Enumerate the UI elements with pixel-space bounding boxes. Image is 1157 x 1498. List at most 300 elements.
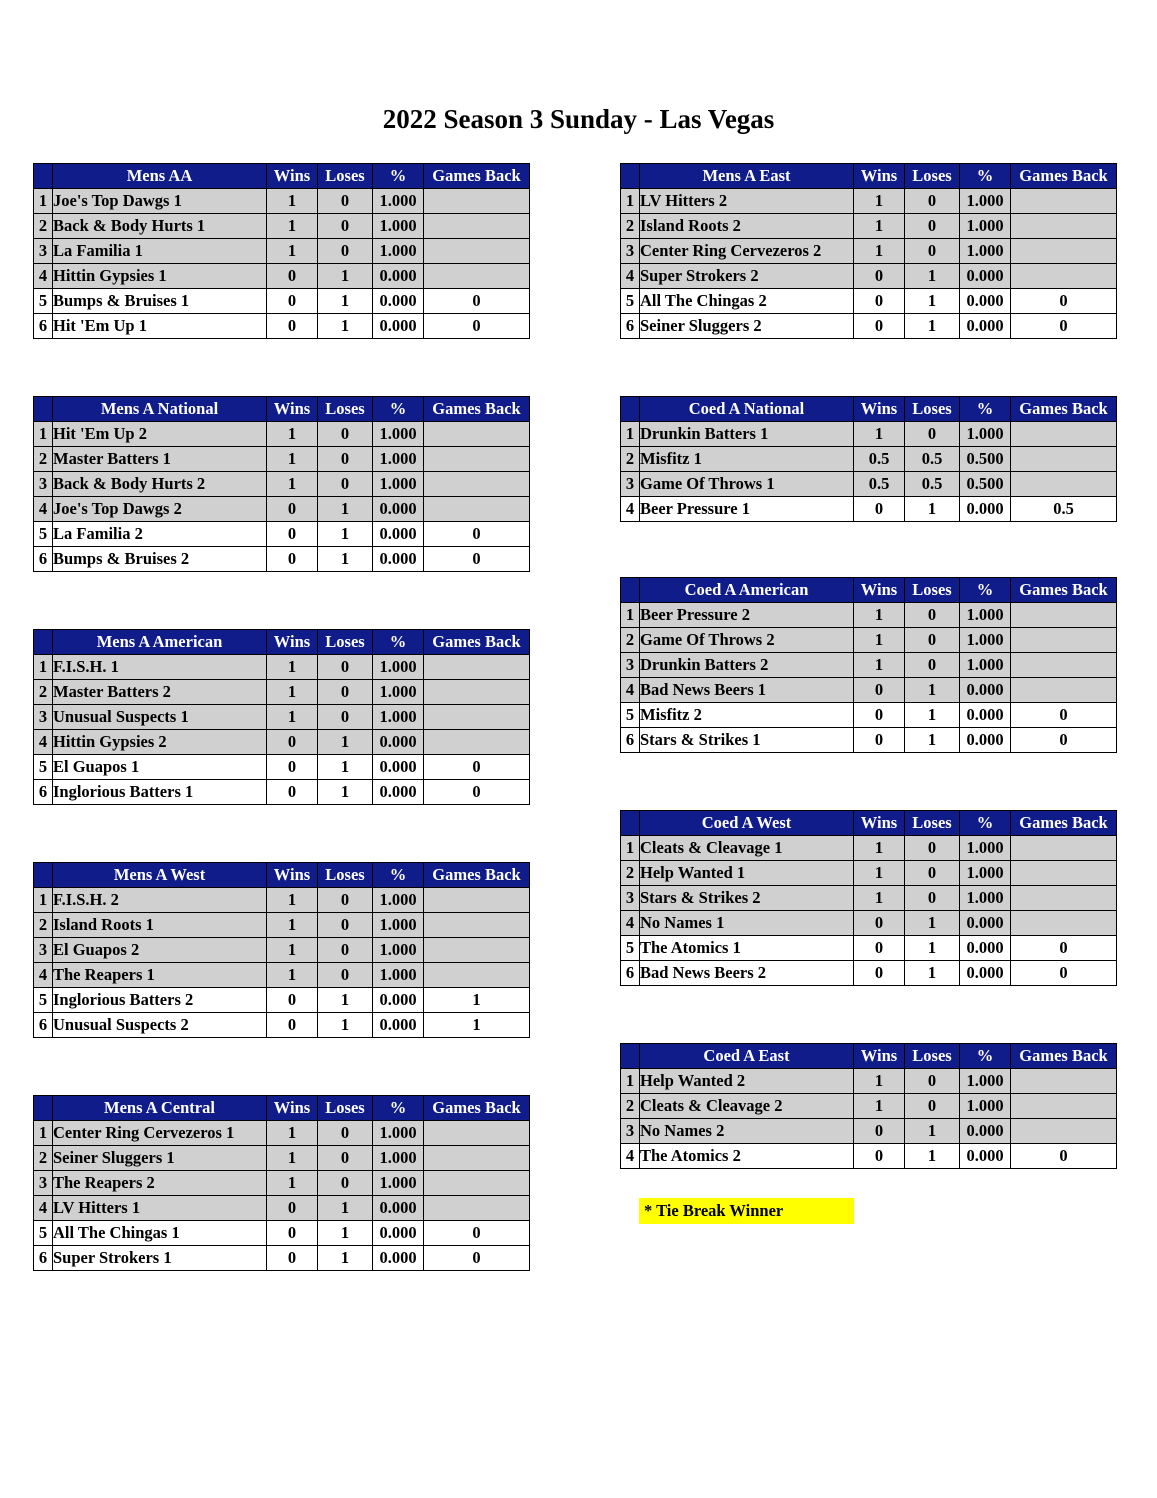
rank-cell: 3 <box>34 239 53 264</box>
pct-cell: 0.000 <box>373 730 424 755</box>
pct-header: % <box>373 863 424 888</box>
games-back-cell <box>424 214 530 239</box>
team-name-cell: Island Roots 1 <box>53 913 267 938</box>
wins-cell: 0 <box>267 289 318 314</box>
rank-header <box>621 164 640 189</box>
wins-header: Wins <box>267 863 318 888</box>
loses-cell: 0 <box>318 422 373 447</box>
team-name-cell: The Atomics 1 <box>640 936 854 961</box>
table-row <box>621 289 1117 314</box>
table-row <box>621 836 1117 861</box>
wins-cell: 0 <box>267 522 318 547</box>
loses-cell: 1 <box>905 1119 960 1144</box>
games-back-cell <box>424 1171 530 1196</box>
table-row <box>34 472 530 497</box>
wins-cell: 0 <box>267 1221 318 1246</box>
wins-cell: 1 <box>854 214 905 239</box>
pct-cell: 1.000 <box>373 1121 424 1146</box>
rank-cell: 1 <box>621 189 640 214</box>
games-back-cell <box>1011 653 1117 678</box>
games-back-cell <box>424 1196 530 1221</box>
loses-header: Loses <box>318 630 373 655</box>
table-row <box>34 988 530 1013</box>
rank-cell: 4 <box>621 1144 640 1169</box>
games-back-cell: 0 <box>424 547 530 572</box>
table-row <box>34 214 530 239</box>
team-name-cell: Stars & Strikes 1 <box>640 728 854 753</box>
games-back-cell <box>424 913 530 938</box>
loses-cell: 1 <box>318 289 373 314</box>
loses-header: Loses <box>905 578 960 603</box>
games-back-cell <box>424 1121 530 1146</box>
wins-cell: 1 <box>854 189 905 214</box>
pct-cell: 1.000 <box>960 189 1011 214</box>
team-name-cell: Seiner Sluggers 2 <box>640 314 854 339</box>
wins-cell: 0 <box>267 1246 318 1271</box>
team-name-cell: Bad News Beers 2 <box>640 961 854 986</box>
wins-cell: 0.5 <box>854 447 905 472</box>
wins-cell: 1 <box>267 913 318 938</box>
wins-cell: 0.5 <box>854 472 905 497</box>
table-row <box>34 938 530 963</box>
wins-cell: 1 <box>854 653 905 678</box>
loses-cell: 1 <box>905 1144 960 1169</box>
table-row <box>621 861 1117 886</box>
wins-header: Wins <box>267 630 318 655</box>
table-row <box>621 961 1117 986</box>
loses-cell: 0 <box>905 886 960 911</box>
games-back-cell: 0 <box>1011 936 1117 961</box>
table-row <box>34 913 530 938</box>
pct-cell: 0.000 <box>960 728 1011 753</box>
pct-cell: 0.000 <box>373 314 424 339</box>
wins-cell: 1 <box>854 603 905 628</box>
team-name-cell: Bumps & Bruises 1 <box>53 289 267 314</box>
team-name-cell: Unusual Suspects 1 <box>53 705 267 730</box>
division-name: Coed A American <box>640 578 854 603</box>
table-row <box>34 314 530 339</box>
games-back-cell <box>1011 422 1117 447</box>
division-name: Mens A Central <box>53 1096 267 1121</box>
games-back-cell: 0 <box>424 289 530 314</box>
team-name-cell: Beer Pressure 2 <box>640 603 854 628</box>
team-name-cell: Drunkin Batters 1 <box>640 422 854 447</box>
pct-cell: 1.000 <box>373 938 424 963</box>
wins-cell: 1 <box>854 836 905 861</box>
rank-cell: 6 <box>621 314 640 339</box>
table-row <box>621 653 1117 678</box>
pct-header: % <box>373 164 424 189</box>
games-back-cell <box>424 497 530 522</box>
pct-cell: 1.000 <box>373 913 424 938</box>
games-back-cell <box>1011 1094 1117 1119</box>
games-back-cell <box>1011 1119 1117 1144</box>
loses-cell: 0 <box>905 1094 960 1119</box>
table-row <box>621 678 1117 703</box>
rank-cell: 1 <box>621 836 640 861</box>
table-row <box>621 214 1117 239</box>
games-back-header: Games Back <box>1011 578 1117 603</box>
wins-cell: 0 <box>267 264 318 289</box>
games-back-cell: 0 <box>424 1246 530 1271</box>
team-name-cell: Hit 'Em Up 1 <box>53 314 267 339</box>
games-back-header: Games Back <box>1011 164 1117 189</box>
team-name-cell: LV Hitters 2 <box>640 189 854 214</box>
games-back-cell: 0.5 <box>1011 497 1117 522</box>
wins-header: Wins <box>854 1044 905 1069</box>
team-name-cell: Back & Body Hurts 2 <box>53 472 267 497</box>
wins-cell: 0 <box>854 264 905 289</box>
games-back-cell <box>424 1146 530 1171</box>
table-row <box>34 497 530 522</box>
table-row <box>34 189 530 214</box>
wins-cell: 0 <box>267 1196 318 1221</box>
rank-header <box>34 397 53 422</box>
games-back-header: Games Back <box>424 1096 530 1121</box>
rank-cell: 2 <box>34 447 53 472</box>
division-table-mens-a-central <box>33 1095 530 1271</box>
division-name: Mens A National <box>53 397 267 422</box>
loses-cell: 1 <box>318 988 373 1013</box>
pct-cell: 1.000 <box>960 1094 1011 1119</box>
pct-cell: 1.000 <box>373 447 424 472</box>
loses-cell: 1 <box>905 264 960 289</box>
loses-cell: 0 <box>318 680 373 705</box>
pct-cell: 1.000 <box>373 214 424 239</box>
pct-cell: 0.000 <box>960 264 1011 289</box>
rank-cell: 2 <box>34 913 53 938</box>
loses-cell: 1 <box>905 314 960 339</box>
pct-header: % <box>373 1096 424 1121</box>
games-back-header: Games Back <box>424 863 530 888</box>
division-table-coed-a-east <box>620 1043 1117 1169</box>
loses-cell: 0 <box>905 214 960 239</box>
rank-cell: 1 <box>34 1121 53 1146</box>
pct-cell: 0.000 <box>373 289 424 314</box>
rank-cell: 6 <box>621 728 640 753</box>
team-name-cell: La Familia 1 <box>53 239 267 264</box>
wins-cell: 1 <box>854 422 905 447</box>
pct-header: % <box>960 1044 1011 1069</box>
rank-cell: 1 <box>34 422 53 447</box>
pct-cell: 0.000 <box>960 961 1011 986</box>
pct-cell: 0.000 <box>373 988 424 1013</box>
games-back-cell <box>1011 628 1117 653</box>
team-name-cell: Hit 'Em Up 2 <box>53 422 267 447</box>
rank-cell: 2 <box>34 1146 53 1171</box>
rank-cell: 1 <box>34 888 53 913</box>
pct-cell: 1.000 <box>373 1171 424 1196</box>
loses-cell: 1 <box>905 289 960 314</box>
pct-cell: 1.000 <box>960 886 1011 911</box>
team-name-cell: Joe's Top Dawgs 2 <box>53 497 267 522</box>
loses-cell: 1 <box>318 547 373 572</box>
team-name-cell: Help Wanted 1 <box>640 861 854 886</box>
wins-cell: 0 <box>854 911 905 936</box>
division-name: Mens A West <box>53 863 267 888</box>
table-row <box>34 1121 530 1146</box>
loses-cell: 1 <box>905 497 960 522</box>
games-back-header: Games Back <box>1011 397 1117 422</box>
pct-cell: 1.000 <box>373 963 424 988</box>
rank-cell: 4 <box>621 911 640 936</box>
games-back-cell <box>424 730 530 755</box>
wins-header: Wins <box>854 164 905 189</box>
table-row <box>34 522 530 547</box>
games-back-cell <box>424 239 530 264</box>
table-row <box>34 655 530 680</box>
loses-cell: 0 <box>905 836 960 861</box>
team-name-cell: The Atomics 2 <box>640 1144 854 1169</box>
table-row <box>34 888 530 913</box>
table-row <box>34 1146 530 1171</box>
team-name-cell: Center Ring Cervezeros 2 <box>640 239 854 264</box>
rank-cell: 2 <box>34 680 53 705</box>
games-back-cell <box>424 472 530 497</box>
pct-cell: 1.000 <box>960 422 1011 447</box>
wins-cell: 1 <box>267 655 318 680</box>
team-name-cell: Unusual Suspects 2 <box>53 1013 267 1038</box>
rank-cell: 1 <box>34 655 53 680</box>
team-name-cell: Super Strokers 2 <box>640 264 854 289</box>
pct-cell: 0.000 <box>373 1246 424 1271</box>
table-row <box>34 289 530 314</box>
loses-cell: 0 <box>318 888 373 913</box>
table-row <box>34 239 530 264</box>
rank-cell: 6 <box>34 1246 53 1271</box>
loses-cell: 0 <box>318 938 373 963</box>
pct-cell: 0.000 <box>373 1221 424 1246</box>
games-back-cell <box>424 705 530 730</box>
wins-cell: 0 <box>854 314 905 339</box>
rank-cell: 4 <box>34 730 53 755</box>
wins-cell: 0 <box>854 497 905 522</box>
loses-header: Loses <box>318 397 373 422</box>
pct-cell: 1.000 <box>373 705 424 730</box>
pct-cell: 0.500 <box>960 447 1011 472</box>
team-name-cell: Stars & Strikes 2 <box>640 886 854 911</box>
team-name-cell: La Familia 2 <box>53 522 267 547</box>
wins-cell: 0 <box>854 703 905 728</box>
wins-cell: 1 <box>267 1146 318 1171</box>
table-header-row <box>34 164 530 189</box>
team-name-cell: No Names 2 <box>640 1119 854 1144</box>
division-table-mens-a-east <box>620 163 1117 339</box>
wins-cell: 1 <box>854 1069 905 1094</box>
rank-cell: 3 <box>34 1171 53 1196</box>
games-back-header: Games Back <box>1011 811 1117 836</box>
pct-cell: 0.000 <box>960 936 1011 961</box>
loses-header: Loses <box>905 811 960 836</box>
loses-cell: 1 <box>318 264 373 289</box>
loses-cell: 1 <box>318 1196 373 1221</box>
wins-cell: 1 <box>267 888 318 913</box>
pct-cell: 0.000 <box>960 678 1011 703</box>
loses-cell: 0 <box>905 1069 960 1094</box>
wins-cell: 0 <box>854 1119 905 1144</box>
loses-header: Loses <box>905 164 960 189</box>
loses-cell: 0 <box>318 1146 373 1171</box>
division-table-coed-a-national <box>620 396 1117 522</box>
rank-header <box>621 1044 640 1069</box>
games-back-cell: 0 <box>1011 314 1117 339</box>
pct-cell: 0.000 <box>373 522 424 547</box>
pct-cell: 1.000 <box>960 628 1011 653</box>
team-name-cell: Seiner Sluggers 1 <box>53 1146 267 1171</box>
team-name-cell: Game Of Throws 2 <box>640 628 854 653</box>
rank-cell: 2 <box>34 214 53 239</box>
division-table-coed-a-american <box>620 577 1117 753</box>
team-name-cell: No Names 1 <box>640 911 854 936</box>
wins-header: Wins <box>267 397 318 422</box>
division-table-mens-a-west <box>33 862 530 1038</box>
pct-cell: 0.000 <box>960 289 1011 314</box>
games-back-cell <box>424 938 530 963</box>
rank-cell: 2 <box>621 214 640 239</box>
games-back-header: Games Back <box>1011 1044 1117 1069</box>
pct-cell: 1.000 <box>960 836 1011 861</box>
rank-cell: 5 <box>621 936 640 961</box>
loses-cell: 1 <box>905 911 960 936</box>
rank-cell: 5 <box>34 1221 53 1246</box>
rank-cell: 5 <box>34 522 53 547</box>
team-name-cell: Help Wanted 2 <box>640 1069 854 1094</box>
team-name-cell: Bumps & Bruises 2 <box>53 547 267 572</box>
table-header-row <box>621 578 1117 603</box>
loses-cell: 1 <box>318 1221 373 1246</box>
table-row <box>34 680 530 705</box>
rank-cell: 5 <box>621 703 640 728</box>
table-row <box>621 728 1117 753</box>
loses-cell: 1 <box>318 314 373 339</box>
wins-header: Wins <box>854 811 905 836</box>
games-back-cell <box>424 264 530 289</box>
table-header-row <box>621 164 1117 189</box>
loses-header: Loses <box>318 164 373 189</box>
wins-cell: 1 <box>854 1094 905 1119</box>
games-back-cell <box>1011 886 1117 911</box>
rank-cell: 6 <box>621 961 640 986</box>
games-back-cell <box>424 963 530 988</box>
games-back-cell: 0 <box>1011 289 1117 314</box>
loses-cell: 1 <box>318 1246 373 1271</box>
wins-cell: 1 <box>267 422 318 447</box>
table-header-row <box>621 1044 1117 1069</box>
table-row <box>34 730 530 755</box>
team-name-cell: Misfitz 2 <box>640 703 854 728</box>
table-row <box>34 705 530 730</box>
loses-cell: 1 <box>318 730 373 755</box>
division-table-mens-aa <box>33 163 530 339</box>
division-table-coed-a-west <box>620 810 1117 986</box>
games-back-cell <box>424 888 530 913</box>
loses-cell: 1 <box>905 728 960 753</box>
page-title: 2022 Season 3 Sunday - Las Vegas <box>382 104 775 134</box>
wins-cell: 0 <box>267 988 318 1013</box>
games-back-cell: 1 <box>424 1013 530 1038</box>
wins-cell: 1 <box>267 938 318 963</box>
rank-cell: 2 <box>621 628 640 653</box>
pct-cell: 0.000 <box>373 755 424 780</box>
team-name-cell: Misfitz 1 <box>640 447 854 472</box>
team-name-cell: Inglorious Batters 2 <box>53 988 267 1013</box>
rank-header <box>34 164 53 189</box>
table-row <box>621 886 1117 911</box>
games-back-cell: 0 <box>424 780 530 805</box>
loses-header: Loses <box>905 397 960 422</box>
rank-cell: 5 <box>621 289 640 314</box>
rank-cell: 3 <box>34 938 53 963</box>
pct-cell: 1.000 <box>960 214 1011 239</box>
loses-cell: 0 <box>318 447 373 472</box>
division-table-mens-a-national <box>33 396 530 572</box>
division-name: Mens A American <box>53 630 267 655</box>
rank-cell: 3 <box>621 472 640 497</box>
loses-cell: 0 <box>318 472 373 497</box>
rank-cell: 1 <box>34 189 53 214</box>
rank-cell: 4 <box>34 963 53 988</box>
table-row <box>34 1221 530 1246</box>
pct-header: % <box>373 397 424 422</box>
games-back-cell <box>424 189 530 214</box>
games-back-cell <box>1011 1069 1117 1094</box>
rank-cell: 4 <box>621 264 640 289</box>
table-row <box>621 1094 1117 1119</box>
wins-cell: 0 <box>267 780 318 805</box>
pct-cell: 1.000 <box>373 680 424 705</box>
team-name-cell: Center Ring Cervezeros 1 <box>53 1121 267 1146</box>
pct-cell: 1.000 <box>373 655 424 680</box>
games-back-cell <box>1011 472 1117 497</box>
pct-cell: 1.000 <box>960 239 1011 264</box>
table-header-row <box>621 397 1117 422</box>
loses-cell: 1 <box>318 497 373 522</box>
table-row <box>34 447 530 472</box>
rank-cell: 2 <box>621 447 640 472</box>
table-row <box>621 703 1117 728</box>
team-name-cell: Super Strokers 1 <box>53 1246 267 1271</box>
loses-cell: 0 <box>905 861 960 886</box>
games-back-cell <box>424 422 530 447</box>
pct-cell: 0.500 <box>960 472 1011 497</box>
table-row <box>621 447 1117 472</box>
wins-cell: 0 <box>267 314 318 339</box>
table-header-row <box>34 1096 530 1121</box>
loses-cell: 1 <box>318 522 373 547</box>
table-row <box>34 547 530 572</box>
games-back-cell <box>1011 239 1117 264</box>
team-name-cell: Drunkin Batters 2 <box>640 653 854 678</box>
wins-header: Wins <box>267 164 318 189</box>
loses-header: Loses <box>318 863 373 888</box>
games-back-cell: 0 <box>424 314 530 339</box>
rank-header <box>621 397 640 422</box>
wins-cell: 1 <box>267 239 318 264</box>
table-row <box>621 314 1117 339</box>
loses-cell: 0 <box>905 628 960 653</box>
table-row <box>34 755 530 780</box>
loses-cell: 0 <box>905 189 960 214</box>
pct-cell: 1.000 <box>373 189 424 214</box>
loses-cell: 1 <box>905 703 960 728</box>
table-row <box>34 1246 530 1271</box>
division-name: Mens AA <box>53 164 267 189</box>
loses-cell: 0 <box>318 189 373 214</box>
loses-cell: 0 <box>318 705 373 730</box>
team-name-cell: El Guapos 2 <box>53 938 267 963</box>
rank-cell: 5 <box>34 988 53 1013</box>
table-row <box>34 1171 530 1196</box>
